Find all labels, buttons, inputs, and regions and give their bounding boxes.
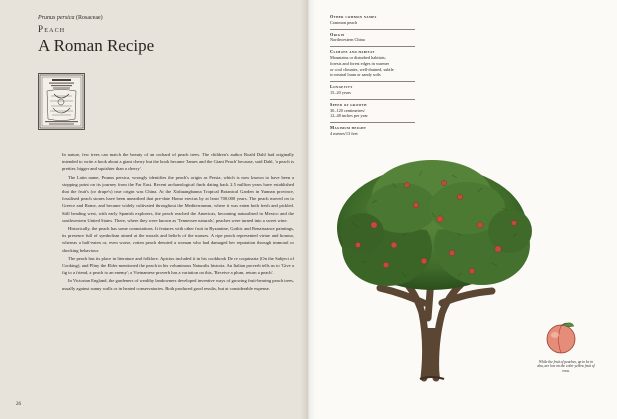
fact-heading: Climate and habitat <box>330 49 375 55</box>
illustration-caption: While the fruit of peaches, up to be in aha, are low on the color yellow fruit of rena. <box>537 360 595 373</box>
body-paragraph: Historically, the peach has some connotations. It features with other fruit in Byzantine, Gothic and Renaissance paintings, its presence full of symbolism aimed at the morals and beliefs of the masses. A ripe peach represented virtue and honour, whereas a half-eaten or, even worse, rotten peach denoted a woman who had damaged her reputation through immoral or shocking behaviour. <box>62 226 294 253</box>
body-paragraph: The peach has its place in literature and folklore. Apicius included it in his cookbook De re coquinaria (On the Subject of Cooking), and Pliny the Elder mentioned the peach in his voluminous Naturalis historia. An Italian proverb tells us to 'Give a fig to a friend, a peach to an enemy'; a Vietnamese proverb has a variation on this, 'Receive a plum, return a peach'. <box>62 255 294 276</box>
fact-longevity <box>330 81 415 96</box>
body-paragraph: In nature, few trees can match the beauty of an orchard of peach trees. The children's author Roald Dahl had originally intended to write a book about a giant cherry but the book became 'James and the Giant Peach' because, said Dahl, 'a peach is prettier, bigger and squishier than a cherry'. <box>62 152 294 172</box>
fact-value: Common peach <box>330 19 358 25</box>
article-body <box>62 151 294 293</box>
fact-climate <box>330 46 415 78</box>
fact-origin <box>330 29 415 44</box>
fact-height <box>330 122 415 137</box>
fact-growth <box>330 99 415 119</box>
body-paragraph: In Victorian England, the gardeners of wealthy landowners developed inventive ways of growing fruit-bearing peach trees, usually against sunny walls or in heated conservatories. Both produced good results, but at considerable expense. <box>62 278 294 291</box>
antique-book-engraving <box>38 73 85 130</box>
peach-fruit-sketch <box>543 320 579 356</box>
section-kicker: Peach <box>38 24 66 34</box>
latin-name: Prunus persica <box>38 15 75 21</box>
book-gutter <box>300 0 316 419</box>
latin-name-line <box>38 15 103 21</box>
fact-heading: Longevity <box>330 84 353 90</box>
fact-value: 15–20 years <box>330 89 351 95</box>
fact-panel <box>330 14 415 140</box>
fact-heading: Speed of growth <box>330 101 367 107</box>
page-title: A Roman Recipe <box>38 36 155 55</box>
fact-value: Mountains or disturbed habitats; forests and forest edges in warmer or cool climates, well-drained, subtle to neutral loam or sandy soils <box>330 54 394 78</box>
fact-value: 30–120 centimetres/ 12–48 inches per year <box>330 107 368 119</box>
fact-value: Northwestern China <box>330 37 365 43</box>
fact-heading: Other common names <box>330 14 377 19</box>
page-number: 26 <box>16 402 21 407</box>
fact-value: 4 metres/13 feet <box>330 130 358 136</box>
peach-tree-illustration <box>332 153 537 383</box>
fact-other-names <box>330 14 415 26</box>
fact-heading: Maximum height <box>330 125 367 131</box>
body-paragraph: The Latin name, Prunus persica, wrongly identifies the peach's origin as Persia, which is now known to have been a stopping point on its journey from the Far East. Recent archaeological finds dating back 2.5 million years have established that the fruit's (or drupe's) true origin was China. At the Xishuangbanna Tropical Botanical Garden in Yunnan province, fossilised peach stones have been unearthed that pre-date Homo erectus by at least 700,000 years. The peach moved on to Greece and Rome, and became widely cultivated throughout the Mediterranean, where it was eaten both fresh and pickled. Still heading west, with early Spanish explorers, the peach reached the Americas, becoming naturalised in Mexico and the southwestern United States. There, where they were known as 'Tennessee naturals', peaches were turned into a sweet wine. <box>62 174 294 223</box>
latin-family: (Rosaceae) <box>76 15 103 21</box>
fact-heading: Origin <box>330 31 345 37</box>
